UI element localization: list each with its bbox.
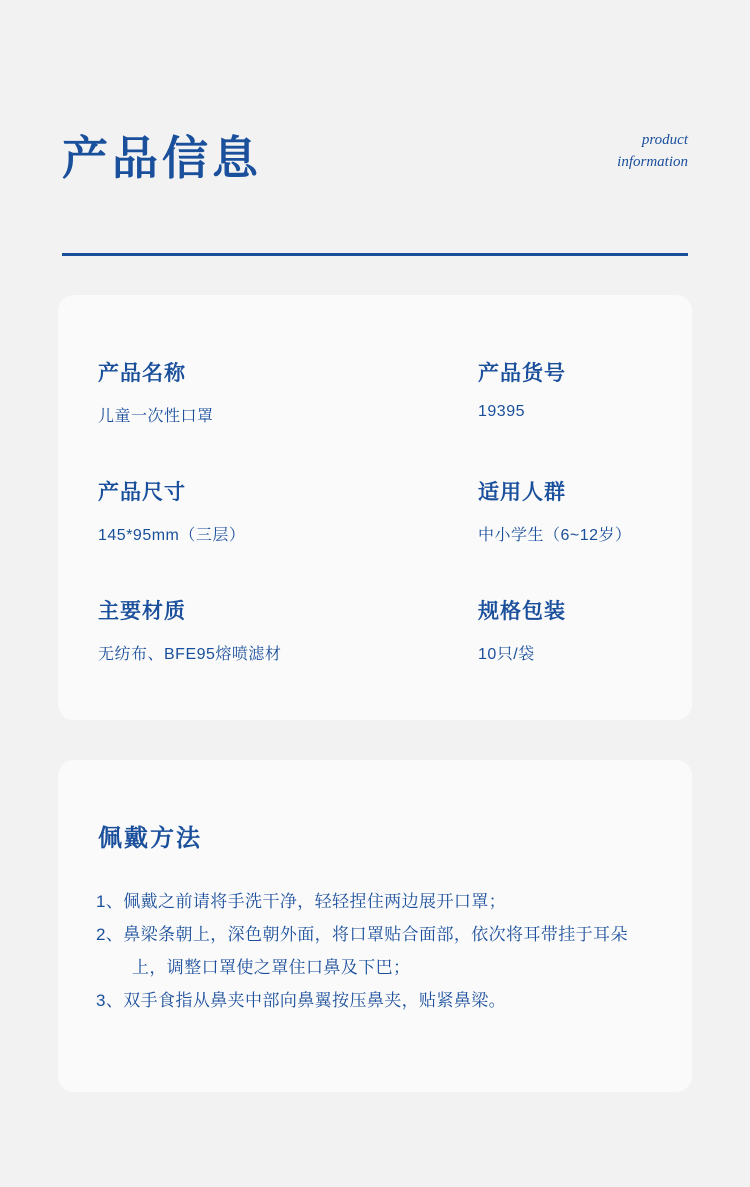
page-title-english-line1: product xyxy=(641,132,688,148)
page-title: 产品信息 xyxy=(62,132,262,184)
list-item: 2、鼻梁条朝上，深色朝外面，将口罩贴合面部，依次将耳带挂于耳朵上，调整口罩使之罩住口鼻及下巴； xyxy=(96,925,628,978)
field-value: 19395 xyxy=(478,403,525,420)
field-main-material xyxy=(98,595,478,664)
header-divider xyxy=(62,253,688,256)
field-label: 产品尺寸 xyxy=(98,481,186,504)
list-item: 1、佩戴之前请将手洗干净，轻轻捏住两边展开口罩； xyxy=(96,892,507,911)
page-header xyxy=(62,130,688,188)
field-label: 主要材质 xyxy=(98,600,186,623)
field-product-size xyxy=(98,476,478,545)
field-product-sku xyxy=(478,357,658,426)
product-info-grid xyxy=(98,357,658,664)
list-item: 3、双手食指从鼻夹中部向鼻翼按压鼻夹，贴紧鼻梁。 xyxy=(96,991,507,1011)
field-product-name xyxy=(98,357,478,426)
field-label: 适用人群 xyxy=(478,481,566,504)
field-value: 10只/袋 xyxy=(478,646,535,663)
field-value: 145*95mm（三层） xyxy=(98,527,246,544)
product-info-card xyxy=(58,295,692,720)
page-title-english xyxy=(617,130,688,188)
field-target-audience xyxy=(478,476,658,545)
page-title-english-line2: information xyxy=(617,153,688,170)
field-label: 规格包装 xyxy=(478,600,566,623)
field-value: 无纺布、BFE95熔喷滤材 xyxy=(98,646,282,663)
field-label: 产品货号 xyxy=(478,362,566,385)
how-to-wear-card xyxy=(58,760,692,1092)
field-value: 儿童一次性口罩 xyxy=(98,408,214,425)
how-to-wear-title: 佩戴方法 xyxy=(98,825,202,852)
field-value: 中小学生（6~12岁） xyxy=(478,527,632,544)
header-row xyxy=(62,130,688,188)
field-label: 产品名称 xyxy=(98,362,186,385)
how-to-wear-steps xyxy=(96,885,656,1018)
field-packaging xyxy=(478,595,658,664)
